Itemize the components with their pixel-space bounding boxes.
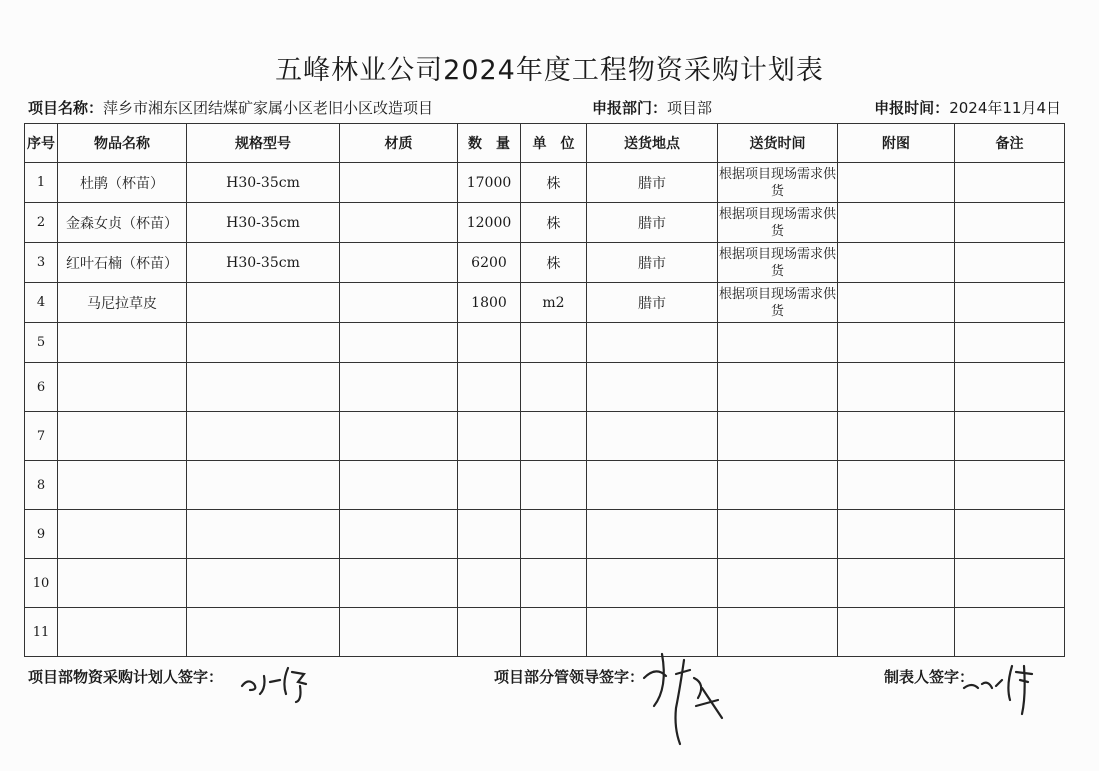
cell-figure [838,510,955,559]
cell-unit [521,412,587,461]
column-header-figure: 附图 [838,124,955,163]
cell-qty [458,363,521,412]
column-header-name: 物品名称 [58,124,187,163]
cell-remark [955,559,1065,608]
cell-spec: H30-35cm [187,163,340,203]
cell-time: 根据项目现场需求供货 [718,243,838,283]
table-row [25,559,1065,608]
cell-seq: 10 [25,559,58,608]
cell-material [340,283,458,323]
cell-place: 腊市 [587,163,718,203]
cell-qty: 1800 [458,283,521,323]
cell-unit: 株 [521,163,587,203]
maker-signature [962,656,1042,716]
table-header-row [25,124,1065,163]
cell-unit [521,608,587,657]
cell-spec [187,559,340,608]
report-date-value: 2024年11月4日 [949,99,1061,117]
cell-name [58,510,187,559]
cell-place: 腊市 [587,283,718,323]
cell-remark [955,461,1065,510]
cell-figure [838,412,955,461]
cell-name: 金森女贞（杯苗） [58,203,187,243]
cell-qty [458,323,521,363]
form-title: 五峰林业公司2024年度工程物资采购计划表 [275,55,824,86]
cell-spec [187,412,340,461]
cell-unit: 株 [521,203,587,243]
table-row [25,461,1065,510]
cell-spec [187,283,340,323]
cell-time [718,608,838,657]
cell-time [718,461,838,510]
department [592,97,712,118]
cell-unit [521,559,587,608]
cell-unit [521,323,587,363]
cell-spec [187,608,340,657]
report-date [874,97,1061,118]
cell-unit [521,461,587,510]
cell-material [340,608,458,657]
cell-name [58,412,187,461]
cell-place: 腊市 [587,243,718,283]
cell-qty: 6200 [458,243,521,283]
leader-signature-label: 项目部分管领导签字： [494,668,645,686]
table-row [25,608,1065,657]
cell-time: 根据项目现场需求供货 [718,163,838,203]
report-date-label: 申报时间： [874,99,950,117]
department-label: 申报部门： [592,99,668,117]
cell-name [58,461,187,510]
table-row [25,510,1065,559]
cell-name: 红叶石楠（杯苗） [58,243,187,283]
cell-unit: 株 [521,243,587,283]
cell-material [340,461,458,510]
cell-qty [458,559,521,608]
cell-qty: 12000 [458,203,521,243]
table-row [25,412,1065,461]
cell-name: 杜鹃（杯苗） [58,163,187,203]
cell-name [58,559,187,608]
column-header-time: 送货时间 [718,124,838,163]
cell-place [587,323,718,363]
cell-seq: 7 [25,412,58,461]
cell-qty [458,510,521,559]
cell-place [587,510,718,559]
cell-figure [838,203,955,243]
cell-material [340,559,458,608]
table-body [25,163,1065,657]
cell-remark [955,203,1065,243]
cell-material [340,203,458,243]
project-name-label: 项目名称： [28,99,104,117]
table-row [25,203,1065,243]
cell-spec [187,510,340,559]
maker-signature-label: 制表人签字： [884,668,975,686]
procurement-table [24,123,1065,657]
project-name-value: 萍乡市湘东区团结煤矿家属小区老旧小区改造项目 [103,99,434,117]
cell-unit [521,510,587,559]
cell-remark [955,243,1065,283]
cell-spec [187,461,340,510]
table-row [25,363,1065,412]
cell-remark [955,412,1065,461]
cell-remark [955,323,1065,363]
column-header-material: 材质 [340,124,458,163]
cell-time [718,412,838,461]
cell-material [340,363,458,412]
cell-qty [458,461,521,510]
cell-qty [458,608,521,657]
table-row [25,323,1065,363]
cell-time [718,363,838,412]
column-header-seq: 序号 [25,124,58,163]
column-header-spec: 规格型号 [187,124,340,163]
cell-remark [955,363,1065,412]
table-row [25,163,1065,203]
cell-seq: 11 [25,608,58,657]
cell-unit: m2 [521,283,587,323]
cell-time [718,323,838,363]
cell-figure [838,283,955,323]
cell-seq: 8 [25,461,58,510]
table-row [25,283,1065,323]
column-header-place: 送货地点 [587,124,718,163]
cell-remark [955,608,1065,657]
cell-seq: 5 [25,323,58,363]
project-name [28,97,433,118]
cell-seq: 2 [25,203,58,243]
cell-material [340,510,458,559]
cell-figure [838,323,955,363]
cell-spec [187,323,340,363]
cell-time: 根据项目现场需求供货 [718,203,838,243]
cell-remark [955,283,1065,323]
cell-seq: 6 [25,363,58,412]
cell-spec: H30-35cm [187,243,340,283]
cell-place [587,461,718,510]
cell-spec: H30-35cm [187,203,340,243]
cell-qty: 17000 [458,163,521,203]
leader-signature [636,648,726,746]
cell-unit [521,363,587,412]
cell-material [340,243,458,283]
cell-remark [955,510,1065,559]
cell-figure [838,363,955,412]
cell-figure [838,559,955,608]
cell-spec [187,363,340,412]
cell-time [718,559,838,608]
department-value: 项目部 [667,99,713,117]
column-header-remark: 备注 [955,124,1065,163]
cell-material [340,163,458,203]
planner-signature [236,660,316,704]
column-header-unit: 单 位 [521,124,587,163]
table-row [25,243,1065,283]
cell-time: 根据项目现场需求供货 [718,283,838,323]
cell-name: 马尼拉草皮 [58,283,187,323]
cell-place: 腊市 [587,203,718,243]
cell-figure [838,608,955,657]
cell-figure [838,461,955,510]
cell-time [718,510,838,559]
cell-seq: 1 [25,163,58,203]
cell-place [587,559,718,608]
cell-seq: 4 [25,283,58,323]
cell-seq: 3 [25,243,58,283]
planner-signature-label: 项目部物资采购计划人签字： [28,668,224,686]
cell-place [587,363,718,412]
cell-material [340,412,458,461]
cell-remark [955,163,1065,203]
cell-place [587,412,718,461]
cell-qty [458,412,521,461]
cell-name [58,608,187,657]
cell-name [58,363,187,412]
column-header-qty: 数 量 [458,124,521,163]
cell-figure [838,243,955,283]
cell-name [58,323,187,363]
cell-material [340,323,458,363]
cell-seq: 9 [25,510,58,559]
cell-figure [838,163,955,203]
